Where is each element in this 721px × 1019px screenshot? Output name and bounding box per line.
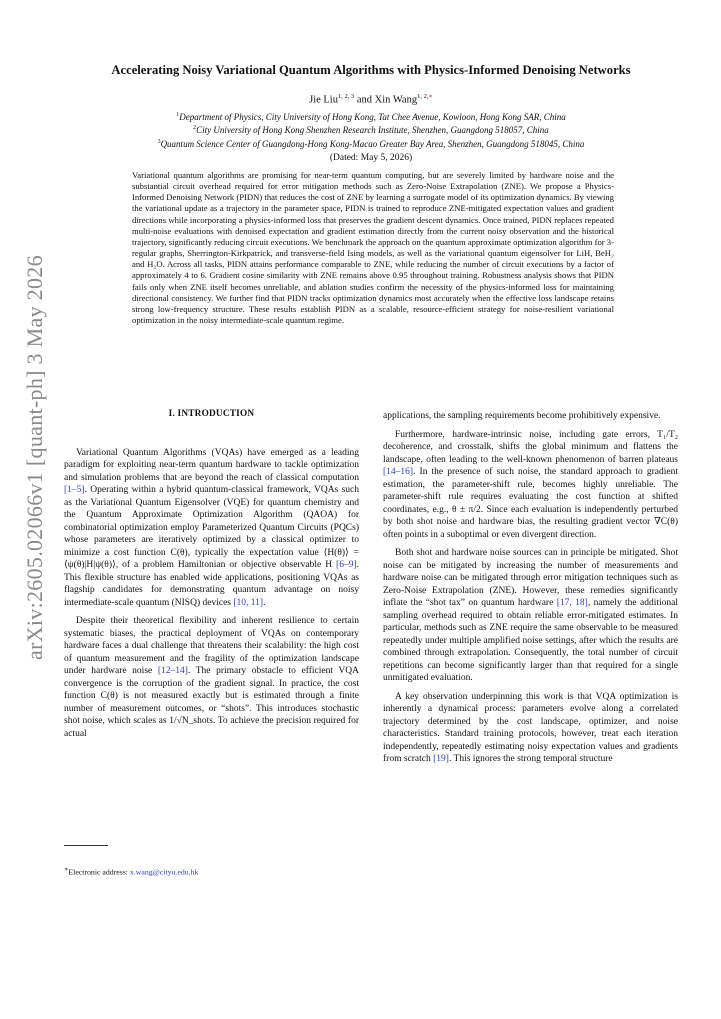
footnote-rule [64, 845, 108, 846]
affiliation: $^2$City University of Hong Kong Shenzhen Research Institute, Shenzhen, Guangdong 518057, China [193, 125, 549, 135]
author-conjunction: and [356, 94, 373, 106]
citation-link[interactable]: [17, 18] [556, 598, 588, 608]
abstract: Variational quantum algorithms are promising for near-term quantum computing, but are severely limited by hardware noise and the substantial circuit overhead required for error mitigation methods such as Zero-Noise Extrapolation (ZNE). We propose a Physics-Informed Denoising Network (PIDN) that reduces the cost of ZNE by learning a surrogate model of its optimization dynamics. By viewing the variational update as a trajectory in the parameter space, PIDN is trained to reproduce ZNE-mitigated expectation values and gradient directions while incorporating a physics-informed loss that preserves the gradient descent dynamics. Once trained, PIDN replaces repeated multi-noise evaluations with denoised expectation and gradient estimation directly from the current noisy observation and the historical trajectory, significantly reducing circuit executions. We benchmark the approach on the quantum approximate optimization algorithm for 3-regular graphs, Sherrington-Kirkpatrick, and transverse-field Ising models, as well as the variational quantum eigensolver for LiH, BeH₂ and H₂O. Across all tasks, PIDN attains performance comparable to ZNE, while reducing the number of circuit executions by a factor of approximately 4 to 6. Gradient cosine similarity with ZNE remains above 0.95 throughout training. Robustness analysis shows that PIDN fails only when ZNE itself becomes unreliable, and ablation studies confirm the necessity of the physics-informed loss for maintaining directional consistency. We further find that PIDN tracks optimization dynamics most accurately when the effective loss landscape retains strong low-frequency structure. These results establish PIDN as a scalable, resource-efficient strategy for noise-resilient variational optimization in the noisy intermediate-scale quantum regime. [132, 170, 614, 326]
date-line: (Dated: May 5, 2026) [329, 153, 413, 163]
author-line [64, 92, 678, 106]
body-paragraph: A key observation underpinning this work is that VQA optimization is inherently a dynamical process: parameters evolve along a correlated trajectory determined by the cost landscape, optimizer, and noise characteristics. Standard training protocols, however, treat each iteration independently, repeatedly estimating noisy expectation values and gradients from scratch [19]. This ignores the strong temporal structure [383, 691, 678, 764]
citation-link[interactable]: [14–16] [383, 467, 414, 477]
body-paragraph: Furthermore, hardware-intrinsic noise, including gate errors, T₁/T₂ decoherence, and crosstalk, shifts the global minimum and flattens the landscape, often leading to the well-known phenomenon of barren plateaus [14–16]. In the presence of such noise, the standard approach to gradient estimation, the parameter-shift rule, becomes highly unreliable. The parameter-shift rule requires evaluating the cost function at shifted coordinates, e.g., θ ± π/2. Since each evaluation is independently perturbed by both shot noise and hardware bias, the resulting gradient vector ∇C(θ) often points in a suboptimal or even divergent direction. [383, 429, 678, 540]
citation-link[interactable]: [19] [433, 754, 449, 764]
author-name: Xin Wang [374, 94, 418, 106]
citation-link[interactable]: [12–14] [157, 666, 188, 676]
corresponding-author-mark[interactable]: ∗ [428, 93, 433, 100]
body-paragraph: applications, the sampling requirements become prohibitively expensive. [383, 411, 661, 421]
affiliation: $^3$Quantum Science Center of Guangdong-Hong Kong-Macao Greater Bay Area, Shenzhen, Guangdong 518045, China [157, 138, 585, 149]
body-paragraph: Both shot and hardware noise sources can in principle be mitigated. Shot noise can be mitigated by increasing the number of measurements and hardware noise can be mitigated through error mitigation techniques such as Zero-Noise Extrapolation (ZNE). However, these remedies significantly inflate the “shot tax” on quantum hardware [17, 18], namely the additional sampling overhead required to obtain reliable error-mitigated estimates. In particular, methods such as ZNE require the same observable to be measured repeatedly under multiple amplified noise settings, after which the results are combined through extrapolation. Consequently, the total number of circuit repetitions can become significantly larger than that required for a single unmitigated evaluation. [383, 548, 678, 683]
paper-header [64, 62, 678, 163]
body-paragraph: Despite their theoretical flexibility and inherent resilience to certain systematic biases, the practical deployment of VQAs on contemporary hardware faces a dual challenge that threatens their scalability: the high cost of quantum measurement and the fragility of the optimization landscape under hardware noise [12–14]. The primary obstacle to efficient VQA convergence is the corruption of the gradient signal. In practice, the cost function C(θ) is not measured exactly but is estimated through a finite number of measurement outcomes, or “shots”. This introduces stochastic shot noise, which scales as 1/√N_shots. To achieve the precision required for actual [64, 616, 359, 739]
body-paragraph: Variational Quantum Algorithms (VQAs) have emerged as a leading paradigm for exploiting near-term quantum hardware to tackle optimization and simulation problems that are beyond the reach of classical computation [1–5]. Operating within a hybrid quantum-classical framework, VQAs such as the Variational Quantum Eigensolver (VQE) for quantum chemistry and the Quantum Approximate Optimization Algorithm (QAOA) for combinatorial optimization employ Parameterized Quantum Circuits (PQCs) whose parameters are iteratively optimized by a classical optimizer to minimize a cost function C(θ), typically the expectation value ⟨H(θ)⟩ = ⟨ψ(θ)|H|ψ(θ)⟩, of a problem Hamiltonian or objective observable H [6–9]. This flexible structure has enabled wide applications, positioning VQAs as flagship candidates for demonstrating quantum advantage on noisy intermediate-scale quantum (NISQ) devices [10, 11]. [64, 447, 359, 608]
footnote [64, 865, 198, 877]
author-affil-marker: 1, 2, 3 [337, 93, 355, 100]
author-name: Jie Liu [309, 94, 338, 106]
right-column [383, 410, 678, 766]
footnote-label: Electronic address: [68, 867, 130, 877]
citation-link[interactable]: [6–9] [336, 560, 357, 570]
left-column [64, 408, 359, 740]
citation-link[interactable]: [10, 11] [233, 597, 264, 608]
citation-link[interactable]: [1–5] [64, 485, 85, 495]
paper-title: Accelerating Noisy Variational Quantum Algorithms with Physics-Informed Denoising Networks [111, 63, 631, 77]
email-link[interactable]: x.wang@cityu.edu.hk [129, 867, 199, 877]
footnote-mark: ∗ [64, 866, 69, 873]
arxiv-identifier-stamp: arXiv:2605.02066v1 [quant-ph] 3 May 2026 [22, 255, 47, 660]
section-heading: I. INTRODUCTION [168, 409, 255, 419]
author-affil-marker: 1, 2,∗ [417, 93, 433, 100]
affiliation: $^1$Department of Physics, City University of Hong Kong, Tat Chee Avenue, Kowloon, Hong Kong SAR, China [176, 111, 566, 122]
